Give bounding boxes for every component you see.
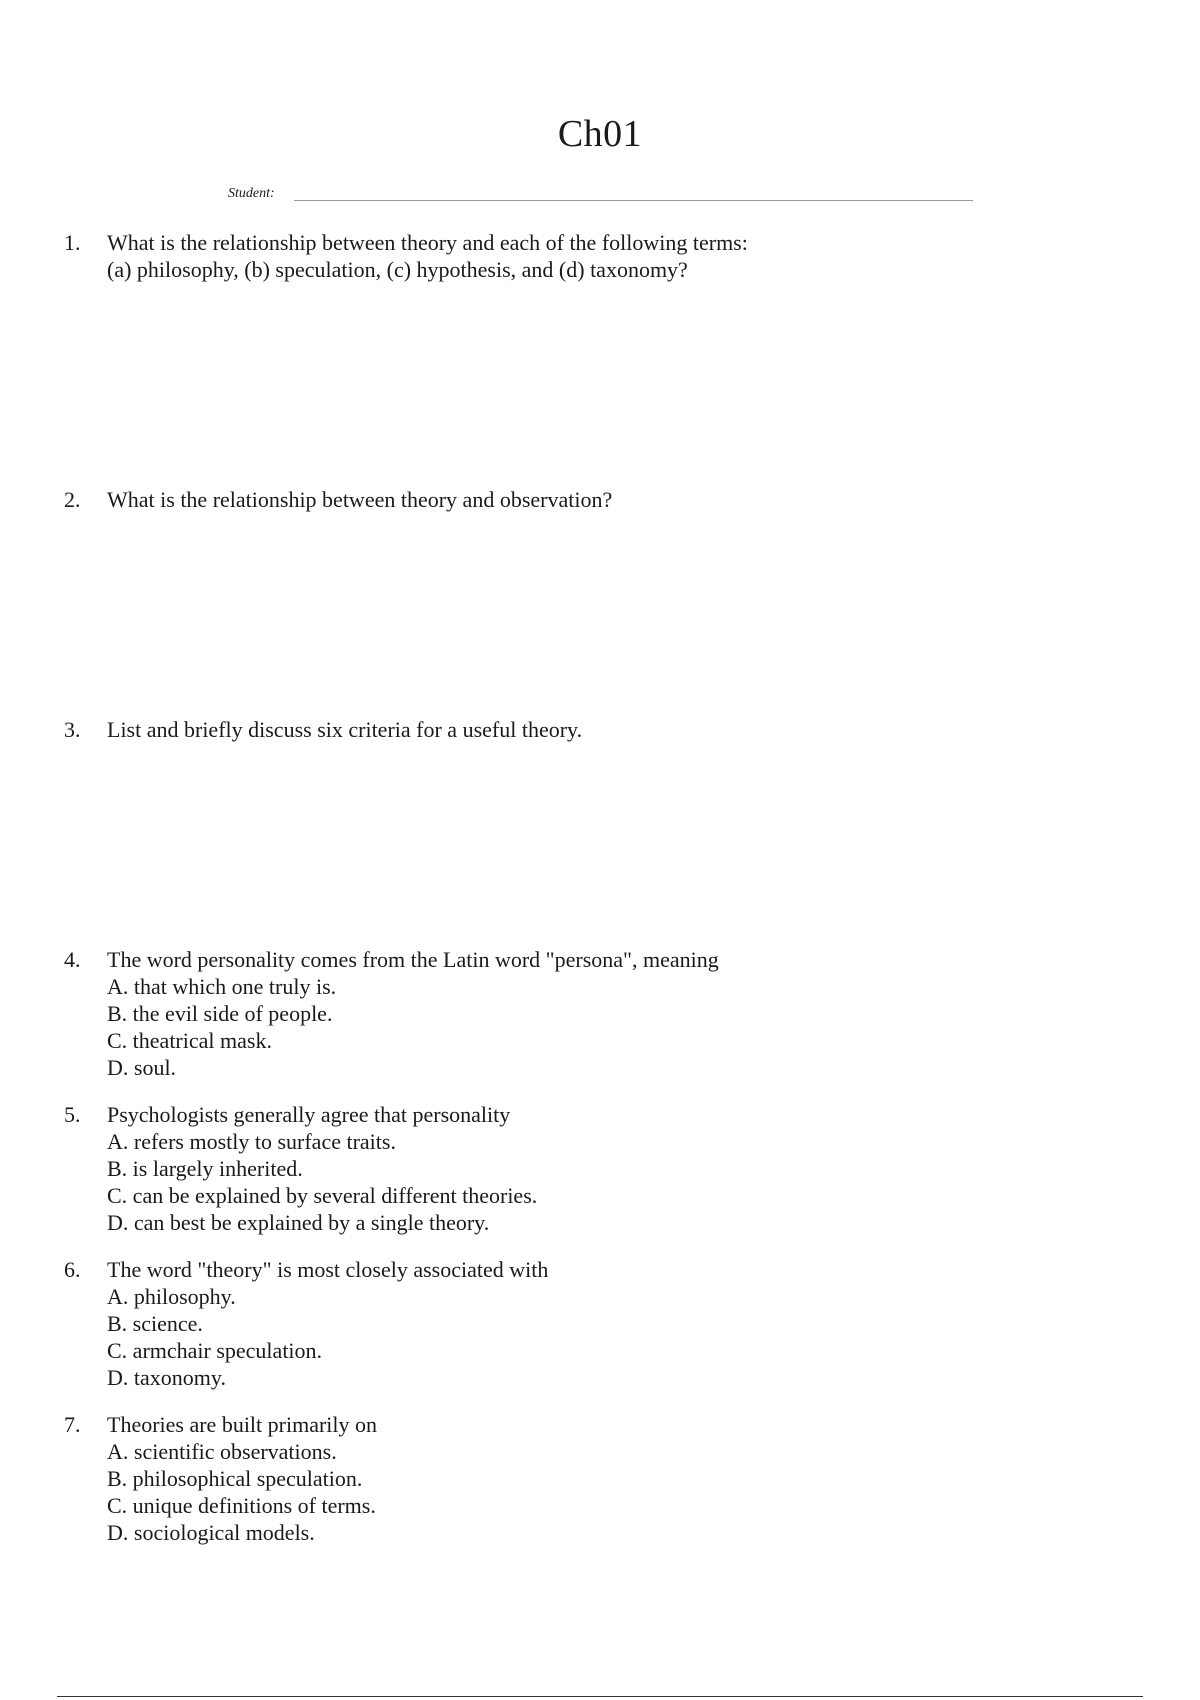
- question-1: [64, 229, 748, 283]
- question-text-line: List and briefly discuss six criteria for a useful theory.: [107, 717, 583, 742]
- choice-b: B. science.: [107, 1311, 203, 1336]
- question-4: [64, 946, 719, 1081]
- choice-a: A. that which one truly is.: [107, 974, 337, 999]
- choice-c: C. armchair speculation.: [107, 1338, 323, 1363]
- student-label: Student:: [228, 186, 275, 201]
- question-number: 7.: [64, 1412, 81, 1437]
- choice-d: D. can best be explained by a single theory.: [107, 1210, 490, 1235]
- page-title: Ch01: [557, 113, 643, 155]
- question-stem: The word "theory" is most closely associated with: [107, 1257, 549, 1282]
- question-number: 2.: [64, 487, 81, 512]
- question-stem: Theories are built primarily on: [107, 1412, 378, 1437]
- question-5: [64, 1101, 537, 1236]
- choice-d: D. sociological models.: [107, 1520, 315, 1545]
- question-7: [64, 1411, 377, 1546]
- choice-c: C. theatrical mask.: [107, 1028, 272, 1053]
- choice-b: B. is largely inherited.: [107, 1156, 303, 1181]
- choice-c: C. unique definitions of terms.: [107, 1493, 376, 1518]
- question-number: 6.: [64, 1257, 81, 1282]
- question-number: 1.: [64, 230, 81, 255]
- question-3: [64, 716, 582, 743]
- question-number: 5.: [64, 1102, 81, 1127]
- question-number: 4.: [64, 947, 81, 972]
- question-2: [64, 486, 612, 513]
- footer-rule: [57, 1696, 1143, 1697]
- question-stem: The word personality comes from the Latin word "persona", meaning: [107, 947, 719, 972]
- choice-d: D. taxonomy.: [107, 1365, 226, 1390]
- question-text-line: What is the relationship between theory and each of the following terms:: [107, 230, 748, 255]
- choice-a: A. scientific observations.: [107, 1439, 337, 1464]
- choice-c: C. can be explained by several different theories.: [107, 1183, 538, 1208]
- choice-b: B. philosophical speculation.: [107, 1466, 363, 1491]
- question-stem: Psychologists generally agree that personality: [107, 1102, 511, 1127]
- choice-a: A. philosophy.: [107, 1284, 236, 1309]
- question-text-line: (a) philosophy, (b) speculation, (c) hypothesis, and (d) taxonomy?: [107, 257, 688, 282]
- student-name-line: [294, 200, 973, 201]
- question-number: 3.: [64, 717, 81, 742]
- question-6: [64, 1256, 548, 1391]
- question-text-line: What is the relationship between theory and observation?: [107, 487, 613, 512]
- choice-b: B. the evil side of people.: [107, 1001, 333, 1026]
- choice-a: A. refers mostly to surface traits.: [107, 1129, 396, 1154]
- choice-d: D. soul.: [107, 1055, 177, 1080]
